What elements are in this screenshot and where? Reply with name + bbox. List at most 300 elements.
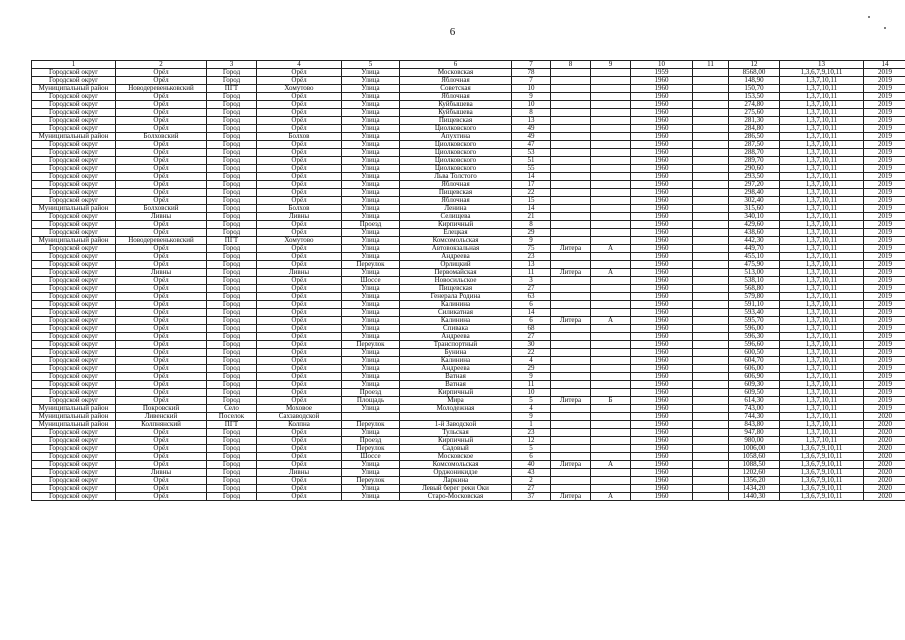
house-number-cell: 6: [512, 317, 551, 325]
municipality-name-cell: Орёл: [116, 173, 207, 181]
area-cell: 298,40: [729, 189, 780, 197]
year-built-cell: 1960: [631, 181, 693, 189]
building-letter-label-cell: [551, 477, 591, 485]
year-planned-cell: 2019: [864, 205, 905, 213]
area-cell: 744,30: [729, 413, 780, 421]
col-11-cell: [693, 309, 729, 317]
works-codes-cell: 1,3,7,10,11: [780, 173, 864, 181]
year-built-cell: 1960: [631, 133, 693, 141]
year-planned-cell: 2020: [864, 477, 905, 485]
table-row: [32, 445, 905, 453]
col-11-cell: [693, 245, 729, 253]
area-cell: 1440,30: [729, 493, 780, 501]
works-codes-cell: 1,3,7,10,11: [780, 293, 864, 301]
municipality-name-cell: Орёл: [116, 117, 207, 125]
municipality-name-cell: Орёл: [116, 485, 207, 493]
col-11-cell: [693, 461, 729, 469]
municipality-type-cell: Муниципальный район: [32, 85, 116, 93]
building-letter-cell: [591, 197, 631, 205]
col-11-cell: [693, 453, 729, 461]
municipality-name-cell: Ливны: [116, 469, 207, 477]
municipality-type-cell: Городской округ: [32, 341, 116, 349]
settlement-name-cell: Орёл: [257, 325, 342, 333]
municipality-name-cell: Орёл: [116, 381, 207, 389]
year-planned-cell: 2019: [864, 301, 905, 309]
settlement-type-cell: Город: [207, 325, 257, 333]
year-built-cell: 1960: [631, 381, 693, 389]
year-built-cell: 1960: [631, 373, 693, 381]
year-planned-cell: 2019: [864, 117, 905, 125]
works-codes-cell: 1,3,7,10,11: [780, 437, 864, 445]
table-row: [32, 341, 905, 349]
building-letter-label-cell: [551, 237, 591, 245]
house-number-cell: 53: [512, 149, 551, 157]
street-name-cell: Кирпичный: [400, 389, 512, 397]
settlement-name-cell: Орёл: [257, 165, 342, 173]
area-cell: 287,50: [729, 141, 780, 149]
settlement-type-cell: Город: [207, 213, 257, 221]
column-number: 6: [400, 61, 512, 69]
settlement-name-cell: Орёл: [257, 181, 342, 189]
municipality-name-cell: Орёл: [116, 301, 207, 309]
municipality-type-cell: Городской округ: [32, 389, 116, 397]
area-cell: 449,70: [729, 245, 780, 253]
settlement-type-cell: Город: [207, 381, 257, 389]
year-planned-cell: 2019: [864, 381, 905, 389]
settlement-type-cell: Город: [207, 333, 257, 341]
settlement-type-cell: Город: [207, 485, 257, 493]
municipality-type-cell: Городской округ: [32, 397, 116, 405]
settlement-type-cell: Город: [207, 285, 257, 293]
street-name-cell: Циолковского: [400, 125, 512, 133]
settlement-type-cell: Город: [207, 197, 257, 205]
col-11-cell: [693, 173, 729, 181]
settlement-name-cell: Орёл: [257, 333, 342, 341]
house-number-cell: 75: [512, 245, 551, 253]
building-letter-label-cell: [551, 485, 591, 493]
settlement-type-cell: Город: [207, 229, 257, 237]
settlement-name-cell: Орёл: [257, 141, 342, 149]
works-codes-cell: 1,3,7,10,11: [780, 237, 864, 245]
table-row: [32, 485, 905, 493]
building-letter-cell: [591, 373, 631, 381]
settlement-type-cell: Город: [207, 141, 257, 149]
street-name-cell: Циолковского: [400, 157, 512, 165]
municipality-type-cell: Городской округ: [32, 101, 116, 109]
table-row: [32, 453, 905, 461]
settlement-name-cell: Орёл: [257, 381, 342, 389]
settlement-name-cell: Орёл: [257, 229, 342, 237]
settlement-name-cell: Болхов: [257, 133, 342, 141]
house-number-cell: 8: [512, 221, 551, 229]
table-row: [32, 141, 905, 149]
works-codes-cell: 1,3,7,10,11: [780, 285, 864, 293]
works-codes-cell: 1,3,7,10,11: [780, 253, 864, 261]
column-number: 1: [32, 61, 116, 69]
street-type-cell: Улица: [342, 181, 400, 189]
table-row: [32, 365, 905, 373]
year-built-cell: 1960: [631, 341, 693, 349]
col-11-cell: [693, 477, 729, 485]
area-cell: 302,40: [729, 197, 780, 205]
area-cell: 293,50: [729, 173, 780, 181]
street-type-cell: Улица: [342, 253, 400, 261]
col-11-cell: [693, 149, 729, 157]
building-letter-cell: [591, 293, 631, 301]
house-number-cell: 1: [512, 421, 551, 429]
building-letter-label-cell: [551, 189, 591, 197]
street-type-cell: Улица: [342, 301, 400, 309]
year-built-cell: 1960: [631, 125, 693, 133]
house-number-cell: 21: [512, 213, 551, 221]
street-name-cell: Андреева: [400, 365, 512, 373]
building-letter-cell: [591, 181, 631, 189]
street-type-cell: Улица: [342, 85, 400, 93]
street-name-cell: Московская: [400, 69, 512, 77]
settlement-type-cell: Город: [207, 261, 257, 269]
settlement-type-cell: Город: [207, 493, 257, 501]
street-name-cell: Калинина: [400, 357, 512, 365]
table-row: [32, 213, 905, 221]
building-letter-label-cell: [551, 453, 591, 461]
municipality-type-cell: Городской округ: [32, 77, 116, 85]
street-type-cell: Улица: [342, 245, 400, 253]
col-11-cell: [693, 213, 729, 221]
municipality-type-cell: Городской округ: [32, 373, 116, 381]
building-letter-label-cell: [551, 309, 591, 317]
street-type-cell: Улица: [342, 381, 400, 389]
area-cell: 455,10: [729, 253, 780, 261]
building-letter-cell: [591, 237, 631, 245]
municipality-name-cell: Новодеревеньковский: [116, 85, 207, 93]
street-type-cell: Улица: [342, 285, 400, 293]
works-codes-cell: 1,3,7,10,11: [780, 341, 864, 349]
municipality-name-cell: Ливны: [116, 269, 207, 277]
municipality-name-cell: Ливны: [116, 213, 207, 221]
building-letter-cell: [591, 189, 631, 197]
building-letter-cell: [591, 125, 631, 133]
area-cell: 442,30: [729, 237, 780, 245]
street-type-cell: Улица: [342, 309, 400, 317]
house-number-cell: 47: [512, 141, 551, 149]
municipality-type-cell: Городской округ: [32, 173, 116, 181]
street-name-cell: Орлицкий: [400, 261, 512, 269]
year-planned-cell: 2019: [864, 317, 905, 325]
column-number: 12: [729, 61, 780, 69]
house-number-cell: 6: [512, 301, 551, 309]
area-cell: 284,80: [729, 125, 780, 133]
building-letter-label-cell: Литера: [551, 461, 591, 469]
settlement-name-cell: Орёл: [257, 189, 342, 197]
area-cell: 513,00: [729, 269, 780, 277]
building-letter-cell: [591, 349, 631, 357]
building-letter-label-cell: Литера: [551, 493, 591, 501]
building-letter-label-cell: [551, 341, 591, 349]
year-planned-cell: 2019: [864, 237, 905, 245]
municipality-type-cell: Городской округ: [32, 245, 116, 253]
settlement-name-cell: Орёл: [257, 357, 342, 365]
year-built-cell: 1960: [631, 413, 693, 421]
column-number: 13: [780, 61, 864, 69]
table-row: [32, 189, 905, 197]
table-row: [32, 229, 905, 237]
building-letter-label-cell: [551, 301, 591, 309]
year-built-cell: 1960: [631, 477, 693, 485]
works-codes-cell: 1,3,7,10,11: [780, 405, 864, 413]
works-codes-cell: 1,3,7,10,11: [780, 309, 864, 317]
house-number-cell: 68: [512, 325, 551, 333]
building-letter-cell: [591, 381, 631, 389]
building-letter-label-cell: Литера: [551, 397, 591, 405]
municipality-type-cell: Городской округ: [32, 149, 116, 157]
building-letter-cell: [591, 93, 631, 101]
street-type-cell: Улица: [342, 485, 400, 493]
building-letter-cell: А: [591, 269, 631, 277]
area-cell: 315,60: [729, 205, 780, 213]
municipality-type-cell: Городской округ: [32, 253, 116, 261]
building-letter-label-cell: [551, 373, 591, 381]
street-type-cell: Площадь: [342, 397, 400, 405]
building-letter-cell: [591, 301, 631, 309]
municipality-type-cell: Городской округ: [32, 325, 116, 333]
building-letter-cell: [591, 229, 631, 237]
year-built-cell: 1960: [631, 317, 693, 325]
works-codes-cell: 1,3,7,10,11: [780, 245, 864, 253]
year-planned-cell: 2019: [864, 101, 905, 109]
settlement-name-cell: Орёл: [257, 197, 342, 205]
col-11-cell: [693, 181, 729, 189]
street-type-cell: Проезд: [342, 221, 400, 229]
year-built-cell: 1960: [631, 269, 693, 277]
table-row: [32, 293, 905, 301]
settlement-name-cell: Орёл: [257, 317, 342, 325]
building-letter-label-cell: [551, 365, 591, 373]
year-planned-cell: 2019: [864, 365, 905, 373]
building-letter-label-cell: [551, 333, 591, 341]
street-name-cell: Московское: [400, 453, 512, 461]
works-codes-cell: 1,3,7,10,11: [780, 165, 864, 173]
table-row: [32, 125, 905, 133]
year-planned-cell: 2019: [864, 229, 905, 237]
works-codes-cell: 1,3,6,7,9,10,11: [780, 477, 864, 485]
house-number-cell: 10: [512, 389, 551, 397]
table-row: [32, 325, 905, 333]
house-number-cell: 15: [512, 197, 551, 205]
building-letter-label-cell: [551, 421, 591, 429]
municipality-name-cell: Орёл: [116, 149, 207, 157]
building-letter-label-cell: [551, 325, 591, 333]
settlement-name-cell: Сахзаводской: [257, 413, 342, 421]
works-codes-cell: 1,3,7,10,11: [780, 197, 864, 205]
municipality-name-cell: Орёл: [116, 309, 207, 317]
settlement-type-cell: Город: [207, 397, 257, 405]
municipality-name-cell: Орёл: [116, 397, 207, 405]
street-name-cell: Старо-Московская: [400, 493, 512, 501]
year-planned-cell: 2020: [864, 421, 905, 429]
settlement-type-cell: Город: [207, 221, 257, 229]
street-type-cell: Улица: [342, 93, 400, 101]
house-number-cell: 10: [512, 85, 551, 93]
works-codes-cell: 1,3,7,10,11: [780, 261, 864, 269]
col-11-cell: [693, 437, 729, 445]
area-cell: 275,60: [729, 109, 780, 117]
municipality-type-cell: Городской округ: [32, 333, 116, 341]
year-built-cell: 1960: [631, 229, 693, 237]
building-letter-cell: [591, 405, 631, 413]
municipality-name-cell: Ливенский: [116, 413, 207, 421]
building-letter-label-cell: [551, 149, 591, 157]
house-number-cell: 29: [512, 229, 551, 237]
house-number-cell: 3: [512, 277, 551, 285]
year-built-cell: 1960: [631, 213, 693, 221]
street-name-cell: Елецкая: [400, 229, 512, 237]
settlement-name-cell: Орёл: [257, 349, 342, 357]
works-codes-cell: 1,3,6,7,9,10,11: [780, 445, 864, 453]
municipality-type-cell: Городской округ: [32, 461, 116, 469]
settlement-name-cell: Орёл: [257, 429, 342, 437]
table-row: [32, 301, 905, 309]
year-built-cell: 1960: [631, 117, 693, 125]
year-planned-cell: 2019: [864, 285, 905, 293]
municipality-type-cell: Городской округ: [32, 93, 116, 101]
building-letter-label-cell: [551, 381, 591, 389]
year-planned-cell: 2019: [864, 173, 905, 181]
area-cell: 148,90: [729, 77, 780, 85]
year-built-cell: 1960: [631, 245, 693, 253]
street-type-cell: Улица: [342, 109, 400, 117]
year-planned-cell: 2019: [864, 77, 905, 85]
building-letter-label-cell: [551, 469, 591, 477]
building-letter-label-cell: Литера: [551, 245, 591, 253]
settlement-type-cell: Город: [207, 357, 257, 365]
street-name-cell: Куйбышева: [400, 109, 512, 117]
works-codes-cell: 1,3,7,10,11: [780, 333, 864, 341]
col-11-cell: [693, 285, 729, 293]
building-letter-cell: [591, 173, 631, 181]
works-codes-cell: 1,3,7,10,11: [780, 149, 864, 157]
year-planned-cell: 2020: [864, 413, 905, 421]
street-name-cell: Пищевская: [400, 285, 512, 293]
municipality-name-cell: Орёл: [116, 261, 207, 269]
street-name-cell: Ленина: [400, 205, 512, 213]
table-row: [32, 397, 905, 405]
street-type-cell: Улица: [342, 157, 400, 165]
settlement-type-cell: Город: [207, 445, 257, 453]
area-cell: 429,60: [729, 221, 780, 229]
municipality-name-cell: Орёл: [116, 349, 207, 357]
table-row: [32, 85, 905, 93]
municipality-name-cell: Орёл: [116, 461, 207, 469]
works-codes-cell: 1,3,7,10,11: [780, 181, 864, 189]
table-row: [32, 101, 905, 109]
table-row: [32, 181, 905, 189]
area-cell: 1006,00: [729, 445, 780, 453]
col-11-cell: [693, 397, 729, 405]
municipality-type-cell: Муниципальный район: [32, 133, 116, 141]
housing-registry-table: [31, 60, 905, 501]
works-codes-cell: 1,3,7,10,11: [780, 421, 864, 429]
municipality-type-cell: Муниципальный район: [32, 421, 116, 429]
street-type-cell: Улица: [342, 229, 400, 237]
settlement-type-cell: Город: [207, 125, 257, 133]
building-letter-cell: [591, 101, 631, 109]
street-type-cell: Улица: [342, 205, 400, 213]
column-number: 4: [257, 61, 342, 69]
street-name-cell: Андреева: [400, 253, 512, 261]
year-planned-cell: 2019: [864, 405, 905, 413]
year-planned-cell: 2019: [864, 269, 905, 277]
municipality-type-cell: Городской округ: [32, 213, 116, 221]
settlement-name-cell: Ливны: [257, 469, 342, 477]
area-cell: 340,10: [729, 213, 780, 221]
street-type-cell: Переулок: [342, 341, 400, 349]
municipality-name-cell: Орёл: [116, 93, 207, 101]
settlement-type-cell: Поселок: [207, 413, 257, 421]
building-letter-cell: [591, 141, 631, 149]
building-letter-cell: А: [591, 245, 631, 253]
works-codes-cell: 1,3,7,10,11: [780, 429, 864, 437]
works-codes-cell: 1,3,7,10,11: [780, 381, 864, 389]
street-name-cell: 1-й Заводской: [400, 421, 512, 429]
settlement-type-cell: Город: [207, 389, 257, 397]
area-cell: 593,40: [729, 309, 780, 317]
building-letter-label-cell: [551, 93, 591, 101]
settlement-type-cell: Город: [207, 437, 257, 445]
municipality-type-cell: Городской округ: [32, 109, 116, 117]
settlement-type-cell: Город: [207, 157, 257, 165]
year-built-cell: 1960: [631, 429, 693, 437]
year-built-cell: 1960: [631, 221, 693, 229]
settlement-type-cell: Город: [207, 269, 257, 277]
house-number-cell: 7: [512, 77, 551, 85]
table-row: [32, 285, 905, 293]
municipality-type-cell: Городской округ: [32, 221, 116, 229]
street-type-cell: Улица: [342, 373, 400, 381]
table-row: [32, 165, 905, 173]
col-11-cell: [693, 493, 729, 501]
table-row: [32, 461, 905, 469]
table-row: [32, 389, 905, 397]
building-letter-label-cell: [551, 77, 591, 85]
year-built-cell: 1960: [631, 77, 693, 85]
table-row: [32, 117, 905, 125]
municipality-name-cell: Орёл: [116, 493, 207, 501]
settlement-type-cell: Город: [207, 173, 257, 181]
works-codes-cell: 1,3,7,10,11: [780, 213, 864, 221]
house-number-cell: 55: [512, 165, 551, 173]
area-cell: 290,60: [729, 165, 780, 173]
area-cell: 600,50: [729, 349, 780, 357]
street-name-cell: Кирпичный: [400, 221, 512, 229]
house-number-cell: 8: [512, 109, 551, 117]
municipality-type-cell: Городской округ: [32, 261, 116, 269]
year-planned-cell: 2019: [864, 197, 905, 205]
settlement-type-cell: Город: [207, 349, 257, 357]
street-type-cell: Улица: [342, 213, 400, 221]
street-type-cell: Улица: [342, 165, 400, 173]
table-row: [32, 269, 905, 277]
settlement-type-cell: Город: [207, 277, 257, 285]
year-planned-cell: 2020: [864, 493, 905, 501]
building-letter-cell: [591, 277, 631, 285]
year-built-cell: 1960: [631, 445, 693, 453]
area-cell: 1356,20: [729, 477, 780, 485]
settlement-name-cell: Орёл: [257, 341, 342, 349]
street-name-cell: [400, 413, 512, 421]
municipality-name-cell: Орёл: [116, 109, 207, 117]
table-row: [32, 413, 905, 421]
street-type-cell: Улица: [342, 269, 400, 277]
